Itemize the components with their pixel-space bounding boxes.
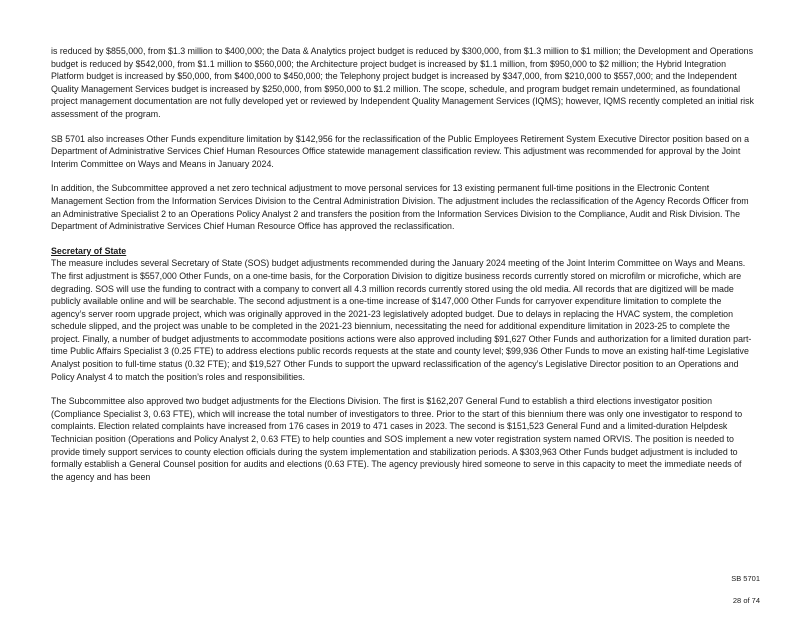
footer-page-number: 28 of 74 [732,596,760,605]
section-heading-secretary-of-state: Secretary of State [51,245,127,256]
paragraph-technical-adjustment: In addition, the Subcommittee approved a net zero technical adjustment to move personal services for 13 existing permanent full-time positions in the Electronic Content Management Section from the Information Services Division to the Central Administration Division. The adjustment includes the reclassification of the Agency Records Officer from an Administrative Specialist 2 to an Operations Policy Analyst 2 and transfers the position from the Information Services Division to the Compliance, Audit and Risk Division. The Department of Administrative Services Chief Human Resource Office has approved the reclassification. [51,183,749,232]
footer-document-id: SB 5701 [731,574,760,583]
paragraph-budget-adjustments: is reduced by $855,000, from $1.3 million to $400,000; the Data & Analytics project budget is reduced by $300,000, from $1.3 million to $1 million; the Development and Operations budget is reduced by $542,000, from $1.1 million to $560,000; the Architecture project budget is increased by $1.1 million, from $950,000 to $2 million; the Hybrid Integration Platform budget is increased by $50,000, from $400,000 to $450,000; the Telephony project budget is increased by $347,000, from $210,000 to $557,000; and the Independent Quality Management Services budget is increased by $250,000, from $950,000 to $1.2 million. The scope, schedule, and program budget remain undetermined, as foundational project management documentation are not fully developed yet or reviewed by Independent Quality Management Services (IQMS); however, IQMS recently completed an initial risk assessment of the program. [51,46,754,119]
paragraph-pers-reclassification: SB 5701 also increases Other Funds expenditure limitation by $142,956 for the reclassification of the Public Employees Retirement System Executive Director position based on a Department of Administrative Services Chief Human Resources Office statewide management classification review. This adjustment was recommended for approval by the Joint Interim Committee on Ways and Means in January 2024. [51,133,750,169]
paragraph-elections-division: The Subcommittee also approved two budget adjustments for the Elections Division. The first is $162,207 General Fund to establish a third elections investigator position (Compliance Specialist 3, 0.63 FTE), which will increase the total number of investigators to three. Prior to the start of this biennium there was only one investigator to respond to complaints. Election related complaints have increased from 176 cases in 2019 to 471 cases in 2023. The second is $151,523 General Fund and a limited-duration Helpdesk Technician position (Operations and Policy Analyst 2, 0.63 FTE) to help counties and SOS implement a new voter registration system named ORVIS. The position is needed to provide timely support services to county election officials during the system implementation and stabilization periods. A $303,963 Other Funds budget adjustment is included to formally establish a General Counsel position for audits and elections (0.63 FTE). The agency previously hired someone to serve in this capacity to meet the immediate needs of the agency and has been [51,396,743,482]
paragraph-sos-adjustments: The measure includes several Secretary of State (SOS) budget adjustments recommended during the January 2024 meeting of the Joint Interim Committee on Ways and Means. The first adjustment is $557,000 Other Funds, on a one-time basis, for the Corporation Division to digitize business records currently stored on microfilm or microfiche, which are degrading. SOS will use the funding to contract with a company to convert all 4.3 million records currently stored using the old media. All records that are digitized will be made publicly available online and will be searchable. The second adjustment is a one-time increase of $147,000 Other Funds for carryover expenditure limitation to complete the agency’s server room upgrade project, which was originally approved in the 2021-23 legislatively adopted budget. Due to delays in replacing the HVAC system, the completion schedule slipped, and the project was unable to be completed in the 2021-23 biennium, necessitating the need for additional expenditure limitation in 2023-25 to complete the project. Finally, a number of budget adjustments to accommodate positions actions were also approved including $91,627 Other Funds and authorization for a limited duration part-time Public Affairs Specialist 3 (0.25 FTE) to address elections public records requests at the state and county level; $99,936 Other Funds to move an existing half-time Legislative Analyst position to full-time status (0.32 FTE); and $19,527 Other Funds to support the upward reclassification of the agency’s Legislative Director position to an Operations and Policy Analyst 4 to match the position’s roles and responsibilities. [51,258,752,382]
